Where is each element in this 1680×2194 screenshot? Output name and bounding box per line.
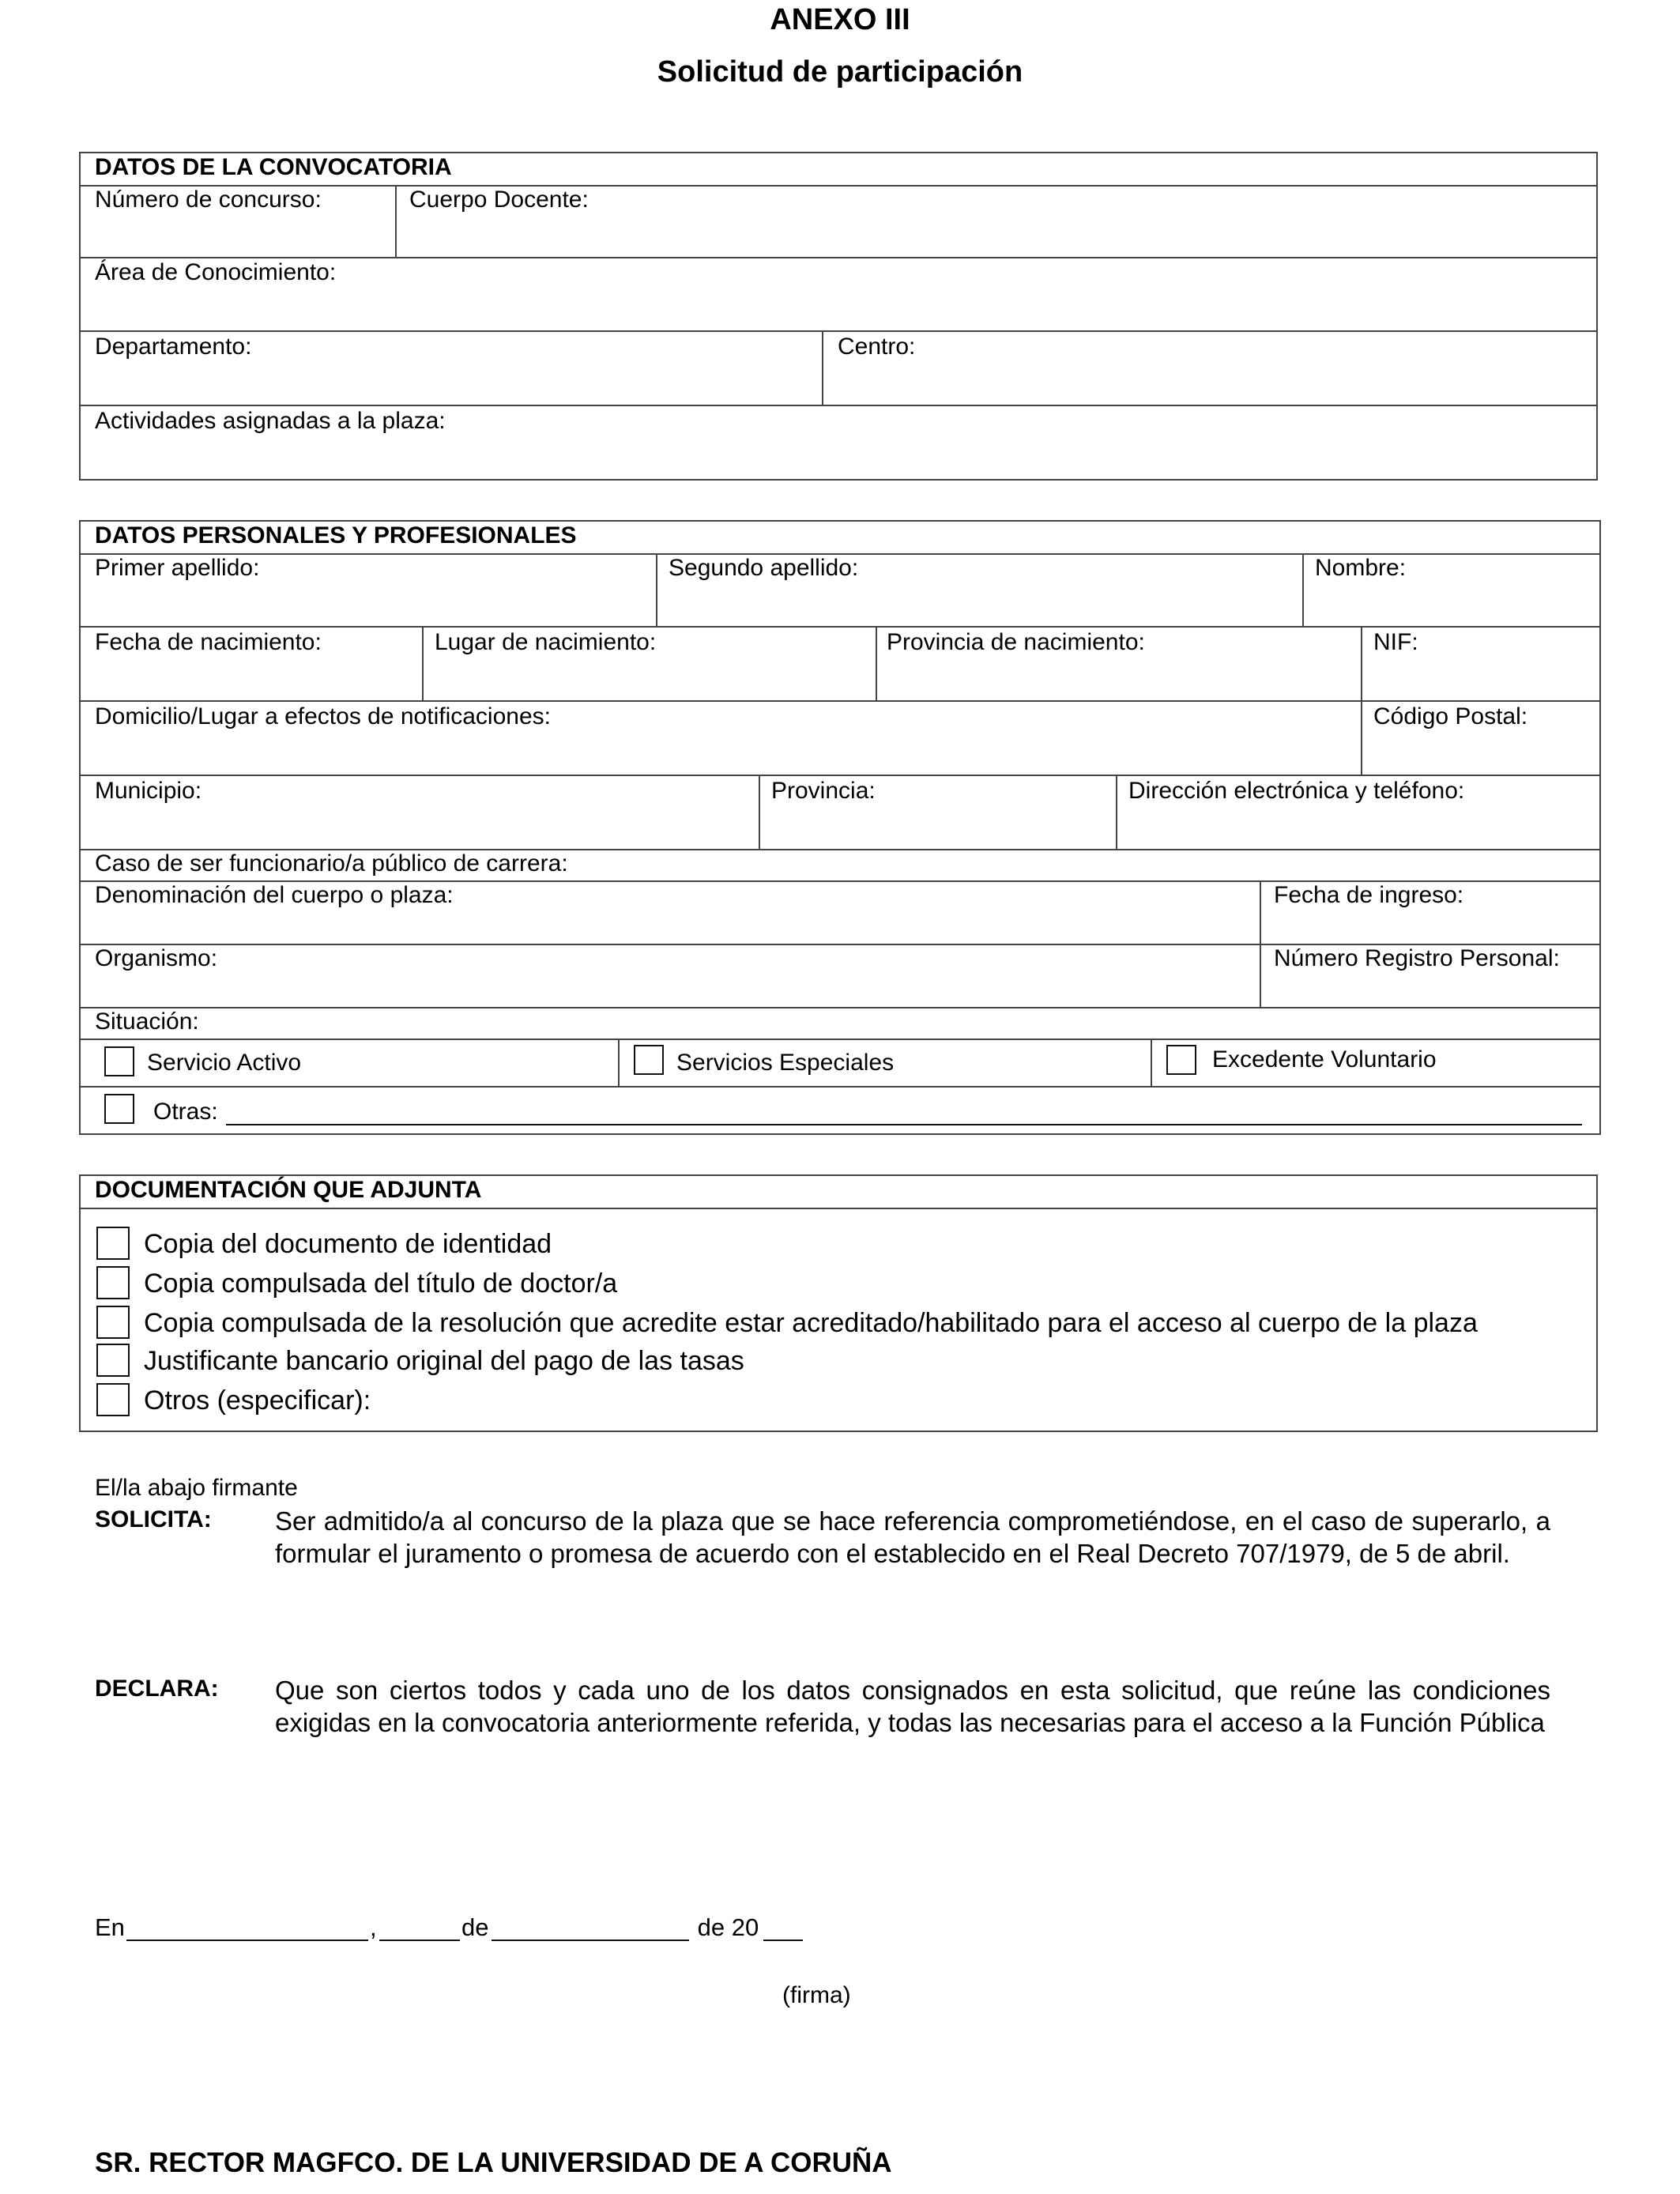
nif-field[interactable]: NIF: [1373,629,1418,655]
firmante-label: El/la abajo firmante [95,1475,298,1501]
otras-label: Otras: [153,1099,218,1125]
doc-item: Copia del documento de identidad [144,1229,552,1259]
declara-text: Que son ciertos todos y cada uno de los datos consignados en esta solicitud, que reúne las condiciones exigidas en la convocatoria anteriormente referida, y todas las necesarias para el acceso a la Función Pública [275,1676,1550,1737]
lugar-nacimiento-field[interactable]: Lugar de nacimiento: [435,629,657,655]
year-prefix-label: de 20 [691,1913,759,1941]
convocatoria-header: DATOS DE LA CONVOCATORIA [81,153,1596,187]
denominacion-field[interactable]: Denominación del cuerpo o plaza: [95,882,454,908]
doc-identidad-checkbox[interactable] [96,1227,130,1260]
personales-section [79,520,1601,1135]
comma-label: , [370,1913,377,1941]
de-label: de [461,1913,489,1941]
situacion-label: Situación: [95,1008,199,1035]
excedente-voluntario-checkbox[interactable] [1166,1045,1196,1075]
direccion-field[interactable]: Dirección electrónica y teléfono: [1128,778,1465,804]
codigo-postal-field[interactable]: Código Postal: [1373,703,1528,729]
otras-input-line[interactable] [226,1124,1582,1125]
dia-input-line[interactable] [379,1940,460,1941]
solicita-text: Ser admitido/a al concurso de la plaza que se hace referencia comprometiéndose, en el caso de superarlo, a formular el juramento o promesa de acuerdo con el establecido en el Real Decreto 707/1979, de 5 de abril. [275,1506,1550,1568]
doc-justificante-checkbox[interactable] [96,1344,130,1377]
year-input-line[interactable] [763,1940,803,1941]
primer-apellido-field[interactable]: Primer apellido: [95,555,260,581]
form-subtitle: Solicitud de participación [657,55,1023,89]
declara-label: DECLARA: [95,1676,219,1702]
servicio-activo-label: Servicio Activo [147,1050,302,1076]
solicita-label: SOLICITA: [95,1506,212,1532]
annex-title: ANEXO III [770,3,910,36]
segundo-apellido-field[interactable]: Segundo apellido: [669,555,859,581]
documentacion-header: DOCUMENTACIÓN QUE ADJUNTA [81,1176,1596,1209]
doc-item: Copia compulsada de la resolución que acredite estar acreditado/habilitado para el acceso al cuerpo de la plaza [144,1308,1478,1338]
excedente-voluntario-label: Excedente Voluntario [1212,1046,1437,1072]
provincia-field[interactable]: Provincia: [771,778,876,804]
rector-footer: SR. RECTOR MAGFCO. DE LA UNIVERSIDAD DE A CORUÑA [95,2147,892,2178]
doc-item: Otros (especificar): [144,1385,371,1416]
organismo-field[interactable]: Organismo: [95,945,218,971]
domicilio-field[interactable]: Domicilio/Lugar a efectos de notificaciones: [95,703,551,729]
provincia-nacimiento-field[interactable]: Provincia de nacimiento: [887,629,1145,655]
doc-item: Justificante bancario original del pago de las tasas [144,1346,744,1376]
doc-resolucion-checkbox[interactable] [96,1306,130,1339]
departamento-field[interactable]: Departamento: [95,334,252,360]
nombre-field[interactable]: Nombre: [1315,555,1407,581]
en-label: En [95,1913,125,1941]
firma-label: (firma) [782,1982,851,2008]
cuerpo-docente-field[interactable]: Cuerpo Docente: [409,187,589,213]
lugar-input-line[interactable] [126,1940,368,1941]
doc-otros-checkbox[interactable] [96,1383,130,1416]
otras-checkbox[interactable] [104,1094,134,1124]
doc-titulo-checkbox[interactable] [96,1266,130,1299]
servicios-especiales-label: Servicios Especiales [676,1050,895,1076]
servicios-especiales-checkbox[interactable] [634,1045,664,1075]
funcionario-label: Caso de ser funcionario/a público de carrera: [95,850,568,876]
servicio-activo-checkbox[interactable] [104,1046,134,1076]
fecha-nacimiento-field[interactable]: Fecha de nacimiento: [95,629,322,655]
numero-concurso-field[interactable]: Número de concurso: [95,187,322,213]
fecha-ingreso-field[interactable]: Fecha de ingreso: [1274,882,1464,908]
municipio-field[interactable]: Municipio: [95,778,202,804]
personales-header: DATOS PERSONALES Y PROFESIONALES [81,522,1599,555]
registro-personal-field[interactable]: Número Registro Personal: [1274,945,1560,971]
area-conocimiento-field[interactable]: Área de Conocimiento: [95,259,337,285]
doc-item: Copia compulsada del título de doctor/a [144,1269,618,1299]
centro-field[interactable]: Centro: [838,334,916,360]
actividades-field[interactable]: Actividades asignadas a la plaza: [95,408,446,434]
mes-input-line[interactable] [492,1940,689,1941]
convocatoria-section [79,152,1598,481]
documentacion-section [79,1174,1598,1432]
